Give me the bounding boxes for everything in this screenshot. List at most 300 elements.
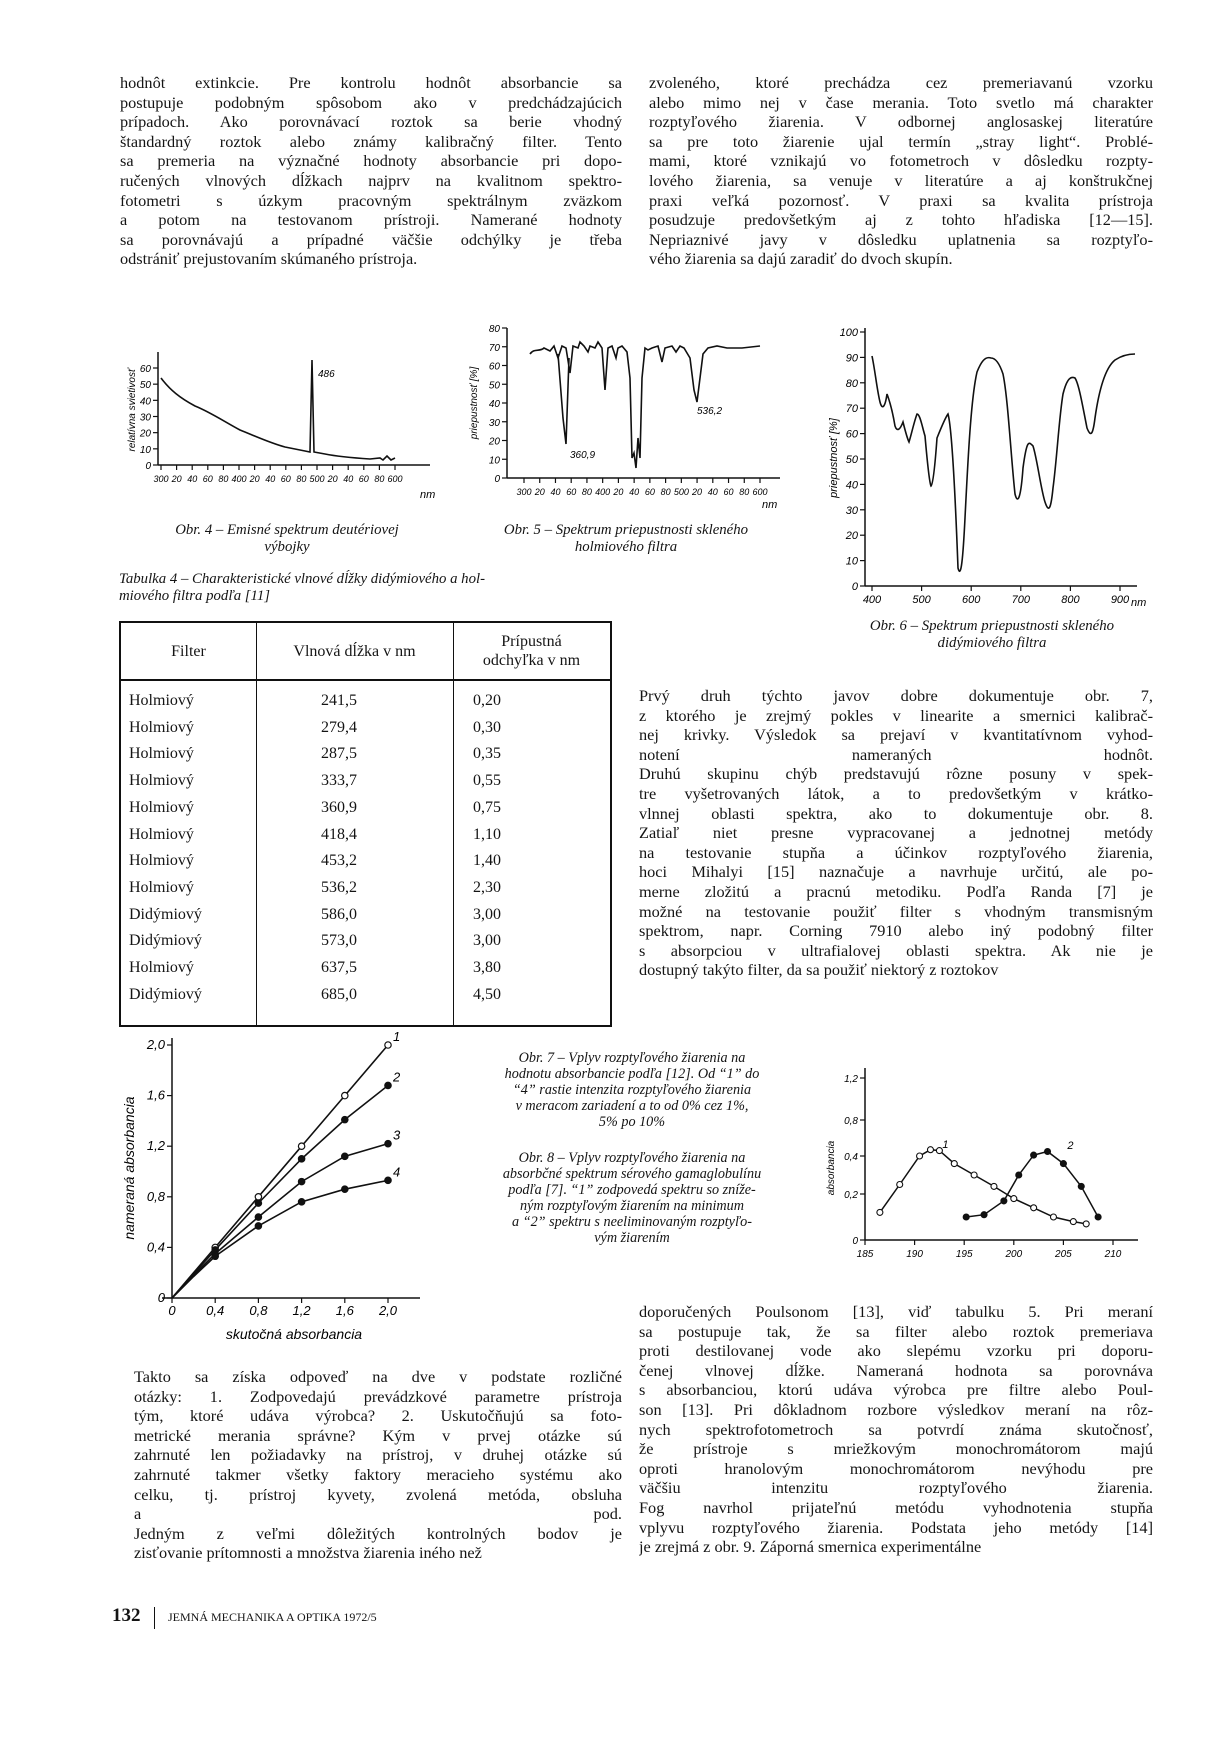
fig8-point (1078, 1183, 1084, 1189)
fig6-y-tick-label: 60 (845, 428, 858, 441)
fig4-x-tick-label: 20 (171, 474, 182, 484)
fig8-curve-label: 2 (1067, 1139, 1074, 1152)
fig7-y-tick-label: 1,2 (146, 1138, 165, 1154)
table-row (121, 769, 610, 796)
fig5-y-tick-label: 40 (488, 399, 500, 410)
text-line: Fog navrhol prijateľnú metódu vyhodnotenia stupňa (639, 1497, 1153, 1517)
fig7-point (212, 1253, 218, 1259)
fig8-x-tick-label: 210 (1104, 1249, 1122, 1260)
fig6-transmission-curve (872, 354, 1135, 571)
fig4-x-tick-label: 80 (296, 474, 307, 484)
fig6-x-tick-label: 900 (1110, 594, 1130, 606)
fig7-point (385, 1042, 391, 1048)
fig7-point (298, 1156, 304, 1162)
text-line: tre vyšetrovaných látok, a to predovšetkým v krátko- (639, 783, 1153, 803)
text-line: posudzuje predovšetkým aj z tohto hľadiska [12—15]. (649, 210, 1153, 230)
text-line: proti destilovanej vode ako slepému vzorku pri doporu- (639, 1341, 1153, 1361)
fig7-point (298, 1143, 304, 1149)
fig8-x-tick-label: 185 (856, 1249, 874, 1260)
fig7-y-tick-label: 0,4 (146, 1239, 165, 1255)
fig8-y-tick-label: 0,2 (844, 1190, 858, 1201)
fig8-point (1045, 1149, 1051, 1155)
fig4-yticks (139, 364, 158, 472)
fig4-x-tick-label: 60 (280, 474, 291, 484)
fig5-label-536: 536,2 (697, 406, 723, 417)
cell-wavelength: 333,7 (321, 772, 357, 790)
text-line: sa postupuje tak, že sa filter alebo roztok premeriava (639, 1321, 1153, 1341)
fig7-y-tick-label: 2,0 (146, 1037, 165, 1052)
table-header-wavelength: Vlnová dĺžka v nm (293, 642, 416, 660)
fig7-x-tick-label: 0 (168, 1303, 176, 1318)
text-line: zvoleného, ktoré prechádza cez premeriavanú vzorku (649, 73, 1153, 92)
text-line: son [13]. Pri dôkladnom rozbore výsledkov meraní na rôz- (639, 1399, 1153, 1419)
fig6-x-tick-label: 800 (1061, 594, 1080, 606)
fig5-x-tick-label: 400 (595, 487, 611, 497)
fig4-y-tick-label: 30 (139, 412, 151, 424)
fig5-y-tick-label: 0 (494, 474, 500, 485)
fig4-y-tick-label: 60 (139, 364, 151, 375)
fig6-yticks (840, 327, 865, 593)
fig8-point (897, 1182, 903, 1188)
footer-separator (154, 1607, 155, 1629)
figure-5-holmium-transmission (462, 318, 802, 513)
text-line: nej krivky. Výsledok sa prejaví v kvantitatívnom vyhod- (639, 725, 1153, 745)
fig6-y-tick-label: 70 (845, 403, 858, 416)
cell-filter: Didýmiový (129, 932, 202, 950)
cell-tolerance: 0,75 (473, 798, 501, 816)
fig7-point (255, 1223, 261, 1229)
text-line: Obr. 7 – Vplyv rozptyľového žiarenia na (518, 1050, 746, 1066)
fig4-x-tick-label: 60 (358, 474, 369, 484)
fig6-y-tick-label: 50 (845, 454, 858, 466)
fig8-point (1070, 1219, 1076, 1225)
fig4-y-tick-label: 10 (139, 444, 151, 456)
fig7-y-tick-label: 0 (157, 1290, 165, 1305)
fig5-y-tick-label: 60 (488, 361, 500, 373)
fig7-x-tick-label: 0,4 (206, 1303, 225, 1318)
cell-filter: Holmiový (129, 878, 194, 896)
cell-tolerance: 3,00 (473, 932, 501, 950)
page-footer (112, 1605, 377, 1629)
text-line: Obr. 5 – Spektrum priepustnosti skleného (503, 522, 749, 538)
text-line: zahrnuté len požiadavky na prístroj, v druhej otázke sú (134, 1445, 622, 1465)
fig4-spectrum-curve (161, 360, 395, 460)
text-line: lového žiarenia, sa venuje v literatúre a aj konštrukčnej (649, 170, 1153, 190)
cell-wavelength: 418,4 (321, 825, 357, 843)
text-line: väčšiu intenzitu rozptyľového žiarenia. (639, 1478, 1153, 1498)
fig6-x-tick-label: 500 (912, 594, 931, 606)
text-line: prípadoch. Ako porovnávací roztok sa berie vhodný (120, 112, 622, 132)
cell-tolerance: 3,80 (473, 959, 501, 976)
fig4-x-tick-label: 80 (218, 474, 229, 484)
fig7-point (255, 1214, 261, 1220)
fig4-peak-label: 486 (318, 369, 335, 380)
fig6-y-tick-label: 100 (839, 327, 858, 339)
text-line: praxi veľká pozornosť. V praxi sa kvalita prístroja (649, 190, 1153, 210)
journal-name: JEMNÁ MECHANIKA A OPTIKA 1972/5 (168, 1610, 377, 1624)
text-line: Obr. 6 – Spektrum priepustnosti skleného (869, 618, 1115, 634)
fig8-yticks (844, 1074, 865, 1247)
cell-tolerance: 0,55 (473, 772, 501, 790)
fig6-y-tick-label: 10 (845, 555, 858, 568)
text-line: Tabulka 4 – Charakteristické vlnové dĺžky didýmiového a hol- (119, 571, 486, 587)
text-line: alebo mimo nej v čase merania. Toto svetlo má charakter (649, 92, 1153, 112)
text-line: absorbčné spektrum sérového gamaglobulínu (502, 1166, 762, 1182)
text-line: doporučených Poulsonom [13], viď tabulku 5. Pri meraní (639, 1302, 1153, 1321)
table-row (121, 983, 610, 1010)
fig7-curve-4 (172, 1180, 388, 1298)
fig8-xticks (857, 1240, 1122, 1260)
cell-tolerance: 1,40 (473, 852, 501, 870)
cell-wavelength: 241,5 (321, 692, 357, 709)
text-line: vým žiarením (594, 1230, 670, 1246)
fig6-y-tick-label: 20 (845, 530, 858, 543)
cell-wavelength: 586,0 (321, 905, 357, 923)
fig8-y-tick-label: 0 (852, 1236, 858, 1247)
fig8-point (1001, 1198, 1007, 1204)
cell-tolerance: 0,30 (473, 718, 501, 736)
fig7-point (298, 1199, 304, 1205)
fig4-x-tick-label: 40 (187, 474, 198, 484)
fig4-x-tick-label: 60 (202, 474, 213, 484)
fig5-label-360: 360,9 (570, 450, 596, 461)
table-caption (119, 571, 619, 605)
fig8-x-tick-label: 205 (1055, 1249, 1072, 1260)
fig7-point (385, 1140, 391, 1146)
fig7-point (342, 1092, 348, 1098)
fig5-xticks (516, 478, 767, 497)
table-row (121, 849, 610, 876)
figure-7-stray-light-absorbance (120, 1028, 450, 1353)
fig6-x-tick-label: 400 (862, 594, 882, 606)
text-line: hodnotu absorbancie podľa [12]. Od “1” do (504, 1066, 760, 1082)
fig4-x-tick-label: 20 (327, 474, 338, 484)
cell-tolerance: 3,00 (473, 905, 501, 923)
fig8-y-tick-label: 0,8 (844, 1116, 858, 1127)
fig4-x-tick-label: 600 (387, 474, 403, 484)
text-line: metrické merania správne? Kým v prvej otázke sú (134, 1425, 622, 1445)
fig8-point (963, 1214, 969, 1220)
text-line: otázky: 1. Zodpovedajú prevádzkové parametre prístroja (134, 1386, 622, 1406)
text-line: nych spektrofotometroch sa potvrdí známa skutočnosť, (639, 1419, 1153, 1439)
table-row (121, 956, 610, 983)
cell-wavelength: 287,5 (321, 745, 357, 763)
fig7-x-tick-label: 1,2 (292, 1303, 311, 1318)
fig4-y-tick-label: 50 (139, 380, 151, 392)
text-line: možné na testovanie použiť filter s vhodným transmisným (639, 901, 1153, 921)
fig7-curve-label: 3 (393, 1127, 401, 1143)
text-line: celku, tj. prístroj kyvety, zvolená metóda, obsluha (134, 1484, 622, 1504)
fig7-curve-label: 1 (393, 1029, 401, 1044)
fig7-curve-3 (172, 1144, 388, 1298)
right-mid-paragraph (639, 686, 1153, 980)
cell-filter: Holmiový (129, 852, 194, 870)
fig8-ylabel: absorbancia (826, 1140, 837, 1196)
table-row (121, 742, 610, 769)
fig5-x-tick-label: 80 (660, 487, 671, 497)
fig8-point (1031, 1205, 1037, 1211)
text-line: že prístroje s mriežkovým monochromátorom majú (639, 1439, 1153, 1459)
text-line: merne zložitú a pracnú metodiku. Podľa Randa [7] je (639, 881, 1153, 901)
text-line: oproti hranolovým monochromátorom nevýhodu pre (639, 1458, 1153, 1478)
text-line: a pod. (134, 1504, 622, 1524)
left-top-paragraph (120, 73, 622, 269)
fig4-y-tick-label: 40 (139, 396, 151, 408)
fig4-y-tick-label: 0 (145, 461, 151, 472)
fig4-caption (142, 522, 432, 556)
cell-wavelength: 279,4 (321, 718, 357, 736)
fig8-x-tick-label: 190 (906, 1249, 923, 1260)
text-line: čenej vlnovej dĺžke. Nameraná hodnota sa porovnáva (639, 1360, 1153, 1380)
fig4-x-tick-label: 400 (231, 474, 247, 484)
fig8-point (927, 1147, 933, 1153)
text-line: hoci Mihalyi [15] naznačuje a navrhuje určitú, ale po- (639, 862, 1153, 882)
cell-filter: Holmiový (129, 745, 194, 763)
fig4-unit: nm (420, 489, 436, 501)
fig7-xlabel: skutočná absorbancia (225, 1326, 363, 1342)
fig5-x-tick-label: 60 (566, 487, 577, 497)
fig6-x-tick-label: 700 (1011, 594, 1030, 606)
text-line: Obr. 4 – Emisné spektrum deutériovej (175, 522, 399, 538)
cell-tolerance: 1,10 (473, 825, 501, 843)
text-line: vlnnej oblasti spektra, ako to dokumentuje obr. 8. (639, 803, 1153, 823)
text-line: zisťovanie prítomnosti a množstva žiarenia iného než (134, 1543, 482, 1563)
fig8-point (877, 1209, 883, 1215)
cell-wavelength: 360,9 (321, 798, 357, 816)
text-line: sa premeria na význačné hodnoty absorbancie pri dopo- (120, 151, 622, 171)
fig7-xticks (168, 1298, 397, 1318)
fig7-point (342, 1116, 348, 1122)
fig7-point (385, 1082, 391, 1088)
fig8-point (1011, 1196, 1017, 1202)
fig5-ylabel: priepustnosť [%] (469, 366, 480, 440)
text-line: Zatiaľ niet presne vypracovanej a jednotnej metódy (639, 823, 1153, 843)
fig5-dip-360 (558, 354, 569, 444)
text-line: Prvý druh týchto javov dobre dokumentuje obr. 7, (639, 686, 1153, 705)
fig5-x-tick-label: 20 (613, 487, 624, 497)
fig5-y-tick-label: 10 (488, 455, 500, 467)
fig8-caption (462, 1150, 802, 1246)
text-line: v meracom zariadení a to od 0% cez 1%, (515, 1098, 749, 1114)
text-line: holmiového filtra (574, 539, 678, 555)
text-line: rozptyľového žiarenia. V odbornej anglosaskej literatúre (649, 112, 1153, 132)
text-line: je zrejmá z obr. 9. Záporná smernica experimentálne (639, 1537, 982, 1557)
fig7-curve-1 (172, 1045, 388, 1298)
fig4-x-tick-label: 20 (249, 474, 260, 484)
text-line: podľa [7]. “1” zodpovedá spektru so zníže- (508, 1182, 756, 1198)
cell-wavelength: 453,2 (321, 852, 357, 870)
text-line: Takto sa získa odpoveď na dve v podstate rozličné (134, 1367, 622, 1386)
fig5-x-tick-label: 20 (692, 487, 703, 497)
fig5-x-tick-label: 80 (739, 487, 750, 497)
fig4-x-tick-label: 80 (374, 474, 385, 484)
cell-filter: Holmiový (129, 798, 194, 816)
fig7-x-tick-label: 1,6 (335, 1303, 354, 1318)
fig5-x-tick-label: 500 (673, 487, 689, 497)
fig8-point (981, 1212, 987, 1218)
fig7-x-tick-label: 0,8 (249, 1303, 268, 1318)
fig4-x-tick-label: 40 (265, 474, 276, 484)
cell-tolerance: 4,50 (473, 985, 501, 1003)
page-number: 132 (112, 1605, 141, 1626)
fig7-point (298, 1178, 304, 1184)
text-line: s absorpciou v ultrafialovej oblasti spektra. Ak nie je (639, 940, 1153, 960)
fig6-unit: nm (1131, 597, 1147, 609)
table-row (121, 689, 610, 716)
fig8-point (1060, 1161, 1066, 1167)
fig7-y-tick-label: 0,8 (146, 1188, 165, 1204)
fig4-y-tick-label: 20 (139, 428, 151, 440)
text-line: Druhú skupinu chýb predstavujú rôzne posuny v spek- (639, 764, 1153, 784)
cell-filter: Holmiový (129, 959, 194, 976)
text-line: štandardný roztok alebo známy kalibračný filter. Tento (120, 131, 622, 151)
cell-filter: Holmiový (129, 772, 194, 790)
fig5-x-tick-label: 40 (550, 487, 561, 497)
figure-8-gamaglobulin-spectrum (820, 1058, 1145, 1283)
text-line: sa pre toto žiarenie ujal termín „stray light“. Problé- (649, 131, 1153, 151)
fig4-ylabel: relatívna svietivosť (127, 368, 138, 452)
fig6-caption (822, 618, 1162, 652)
text-line: s absorbanciou, ktorú udáva výrobca pre filtre alebo Poul- (639, 1380, 1153, 1400)
cell-wavelength: 637,5 (321, 959, 357, 976)
fig5-x-tick-label: 20 (534, 487, 545, 497)
cell-wavelength: 685,0 (321, 985, 357, 1003)
fig8-point (1095, 1214, 1101, 1220)
fig7-point (255, 1200, 261, 1206)
fig8-point (1083, 1221, 1089, 1227)
fig8-y-tick-label: 1,2 (844, 1074, 858, 1085)
text-line: 5% po 10% (598, 1114, 666, 1130)
text-line: spektrom, napr. Corning 7910 alebo iný podobný filter (639, 921, 1153, 941)
fig5-unit: nm (762, 499, 778, 511)
fig5-x-tick-label: 300 (516, 487, 532, 497)
text-line: a potom na testovanom prístroji. Namerané hodnoty (120, 210, 622, 230)
fig7-curve-label: 2 (393, 1069, 401, 1085)
fig6-ylabel: priepustnosť [%] (828, 418, 840, 498)
cell-filter: Holmiový (129, 692, 194, 709)
fig6-xticks (863, 586, 1130, 606)
text-line: a “2” spektru s neeliminovaným rozptyľo- (512, 1214, 752, 1230)
fig8-point (917, 1153, 923, 1159)
fig5-y-tick-label: 80 (488, 324, 500, 335)
table-header-tolerance-line2: odchyľka v nm (482, 652, 581, 669)
left-bottom-paragraph (134, 1367, 622, 1563)
fig6-y-tick-label: 40 (845, 479, 858, 492)
fig7-point (342, 1186, 348, 1192)
text-line: vplyvu rozptyľového žiarenia. Podstata jeho metódy [14] (639, 1517, 1153, 1537)
fig7-point (255, 1194, 261, 1200)
fig7-yticks (146, 1037, 172, 1305)
cell-wavelength: 573,0 (321, 932, 357, 950)
text-line: odstrániť prejustovaním skúmaného prístroja. (120, 249, 418, 269)
text-line: zahrnuté takmer všetky faktory meracieho systému ako (134, 1464, 622, 1484)
fig8-point (991, 1183, 997, 1189)
fig8-curve-label: 1 (942, 1138, 949, 1151)
cell-filter: Holmiový (129, 825, 194, 843)
text-line: výbojky (264, 539, 310, 555)
text-line: miového filtra podľa [11] (119, 588, 271, 604)
fig6-y-tick-label: 90 (845, 352, 858, 365)
text-line: z ktorého je zrejmý pokles v linearite a smernici kalibrač- (639, 705, 1153, 725)
text-line: sa porovnávajú a prípadné väčšie odchýlky je třeba (120, 229, 622, 249)
table-header-filter: Filter (171, 642, 206, 660)
fig7-curves (172, 1029, 401, 1298)
text-line: ručených vlnových dĺžkach najprv na kvalitnom spektro- (120, 170, 622, 190)
fig7-caption (462, 1050, 802, 1130)
fig7-point (385, 1177, 391, 1183)
fig4-x-tick-label: 300 (153, 474, 169, 484)
table-row (121, 876, 610, 903)
fig5-y-tick-label: 30 (488, 417, 500, 429)
fig7-curve-label: 4 (393, 1164, 401, 1180)
text-line: dostupný takýto filter, da sa použiť niektorý z roztokov (639, 960, 999, 980)
fig7-y-tick-label: 1,6 (146, 1087, 165, 1103)
figure-6-didymium-transmission (815, 318, 1175, 618)
text-line: notení nameraných hodnôt. (639, 744, 1153, 764)
cell-wavelength: 536,2 (321, 878, 357, 896)
fig8-y-tick-label: 0,4 (844, 1152, 858, 1163)
fig5-x-tick-label: 40 (707, 487, 718, 497)
text-line: vého žiarenia sa dajú zaradiť do dvoch skupín. (649, 249, 953, 269)
figure-4-emission-spectrum (125, 340, 445, 515)
fig8-curves (877, 1139, 1101, 1227)
fig5-y-tick-label: 20 (488, 436, 500, 448)
text-line: Obr. 8 – Vplyv rozptyľového žiarenia na (518, 1150, 746, 1166)
fig8-x-tick-label: 195 (955, 1249, 973, 1260)
text-line: Nepriaznivé javy v dôsledku uplatnenia sa rozptyľo- (649, 229, 1153, 249)
table-row (121, 903, 610, 930)
fig5-x-tick-label: 80 (581, 487, 592, 497)
right-top-paragraph (649, 73, 1153, 269)
fig5-x-tick-label: 600 (752, 487, 768, 497)
fig5-y-tick-label: 70 (488, 342, 500, 354)
text-line: Jedným z veľmi dôležitých kontrolných bodov je (134, 1523, 622, 1543)
fig4-x-tick-label: 40 (343, 474, 354, 484)
text-line: tým, ktoré udáva výrobca? 2. Uskutočňujú sa foto- (134, 1406, 622, 1426)
cell-filter: Holmiový (129, 718, 194, 736)
table-row (121, 929, 610, 956)
text-line: na testovanie stupňa a účinkov rozptyľového žiarenia, (639, 842, 1153, 862)
fig4-xticks (153, 465, 402, 484)
fig8-point (1016, 1172, 1022, 1178)
text-line: fotometri s úzkym pracovným spektrálnym zväzkom (120, 190, 622, 210)
table-header-tolerance (453, 623, 610, 679)
fig5-x-tick-label: 40 (629, 487, 640, 497)
fig8-x-tick-label: 200 (1005, 1249, 1023, 1260)
fig5-yticks (488, 324, 507, 485)
fig8-point (951, 1161, 957, 1167)
cell-tolerance: 0,20 (473, 692, 501, 709)
cell-filter: Didýmiový (129, 985, 202, 1003)
text-line: hodnôt extinkcie. Pre kontrolu hodnôt absorbancie sa (120, 73, 622, 92)
text-line: ným rozptyľovým žiarením na minimum (520, 1198, 744, 1214)
fig5-x-tick-label: 60 (723, 487, 734, 497)
cell-tolerance: 2,30 (473, 878, 501, 896)
fig6-y-tick-label: 80 (845, 377, 858, 390)
fig7-x-tick-label: 2,0 (378, 1303, 398, 1318)
fig5-y-tick-label: 50 (488, 380, 500, 392)
fig6-y-tick-label: 30 (845, 504, 858, 517)
fig4-x-tick-label: 500 (309, 474, 325, 484)
fig6-x-tick-label: 600 (962, 594, 981, 606)
fig8-point (1050, 1214, 1056, 1220)
table-header-tolerance-line1: Prípustná (501, 633, 562, 650)
fig5-transmission-curve (530, 342, 760, 468)
fig5-caption (456, 522, 796, 556)
right-bottom-paragraph (639, 1302, 1153, 1557)
table-row (121, 796, 610, 823)
cell-filter: Didýmiový (129, 905, 202, 923)
